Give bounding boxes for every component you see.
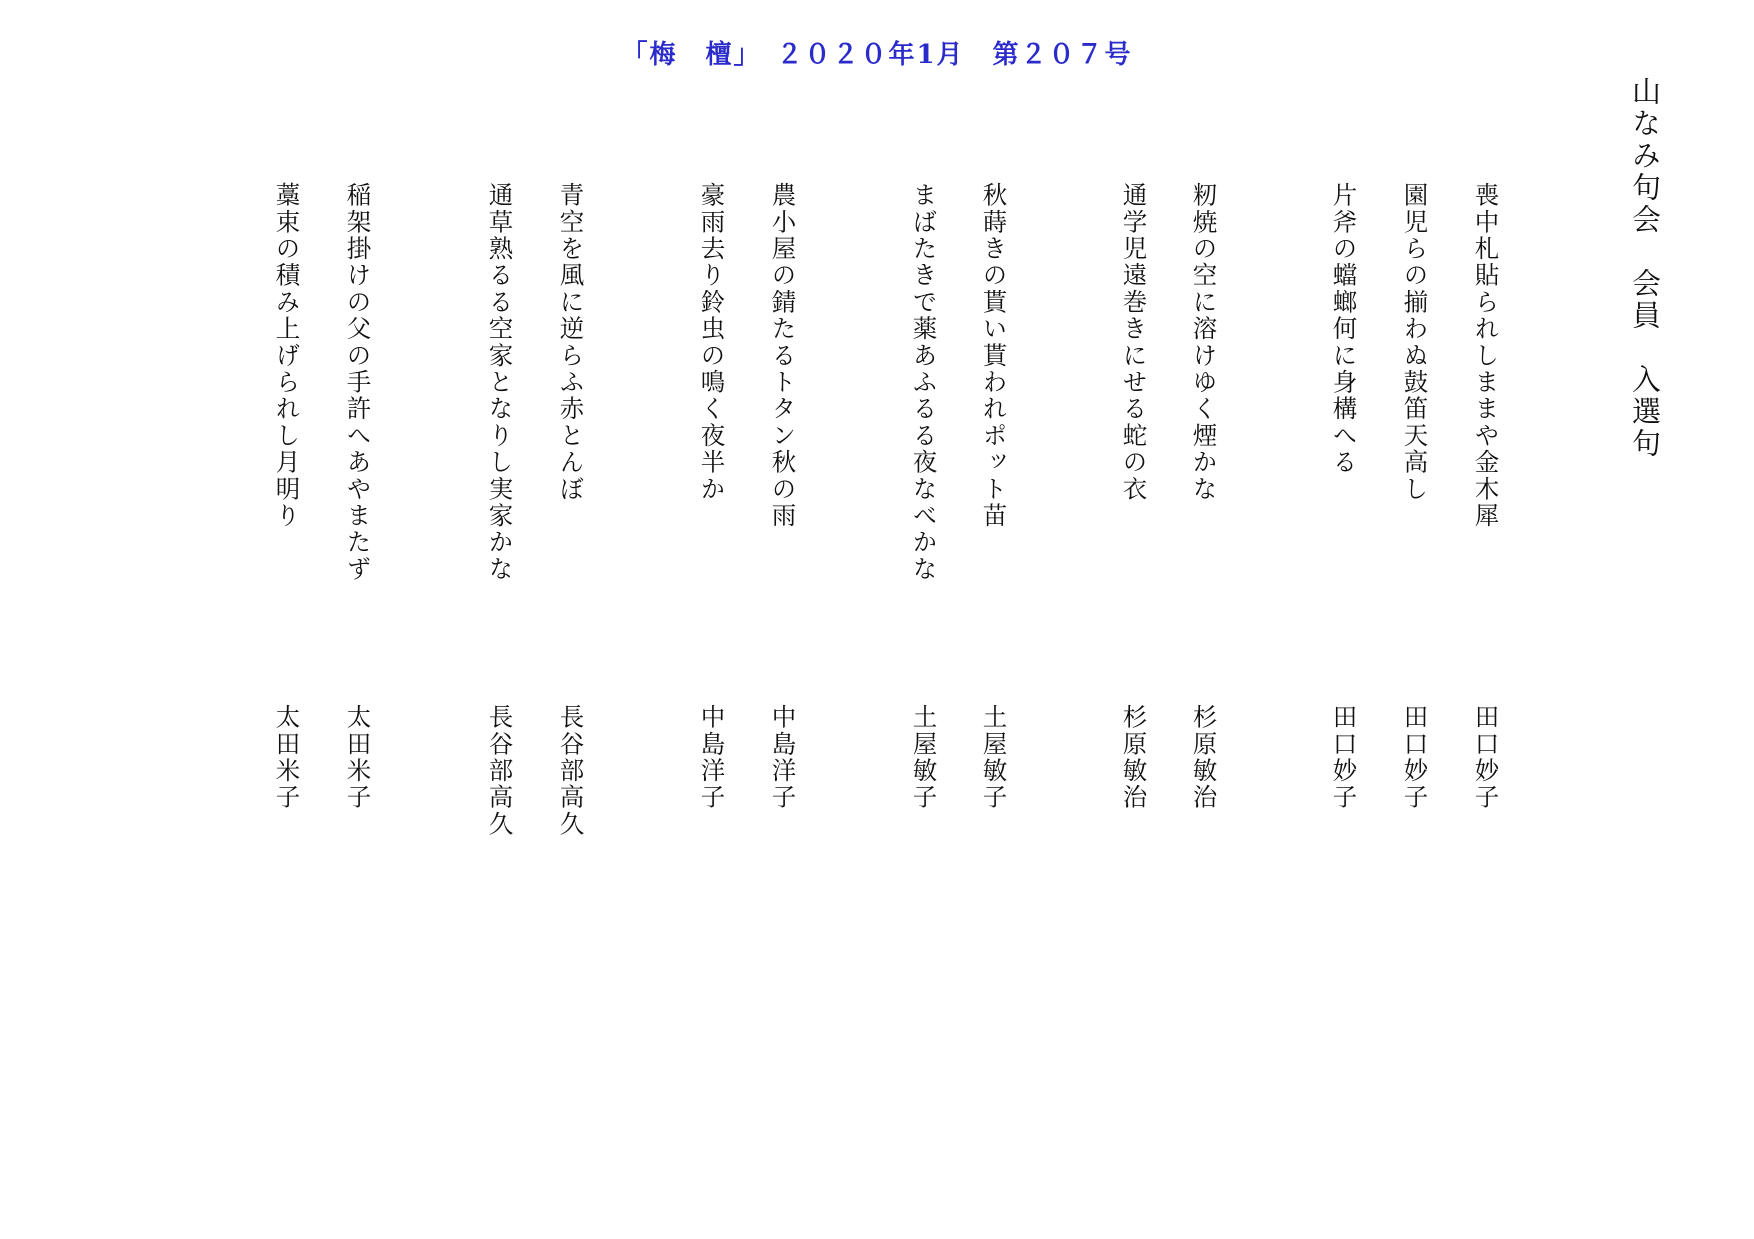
haiku-text: 片斧の蟷螂何に身構へる: [1329, 182, 1359, 476]
haiku-author: 中島洋子: [697, 704, 727, 811]
haiku-text: 通草熟るる空家となりし実家かな: [485, 182, 515, 583]
haiku-text: 通学児遠巻きにせる蛇の衣: [1119, 182, 1149, 503]
haiku-text: 喪中札貼られしままや金木犀: [1471, 182, 1501, 530]
haiku-text: 秋蒔きの貰い貰われポット苗: [979, 182, 1009, 530]
haiku-text: 青空を風に逆らふ赤とんぼ: [556, 182, 586, 503]
haiku-author: 杉原敏治: [1189, 704, 1219, 811]
haiku-author: 長谷部高久: [556, 704, 586, 838]
newsletter-header: 「梅 檀」 ２０２０年1月 第２０７号: [621, 40, 1133, 70]
haiku-author: 土屋敏子: [909, 704, 939, 811]
haiku-text: 籾焼の空に溶けゆく煙かな: [1189, 182, 1219, 503]
haiku-author: 中島洋子: [768, 704, 798, 811]
haiku-text: まばたきで薬あふるる夜なべかな: [909, 182, 939, 583]
haiku-author: 太田米子: [343, 704, 373, 811]
haiku-author: 田口妙子: [1329, 704, 1359, 811]
haiku-author: 杉原敏治: [1119, 704, 1149, 811]
haiku-text: 園児らの揃わぬ鼓笛天高し: [1400, 182, 1430, 503]
haiku-text: 豪雨去り鈴虫の鳴く夜半か: [697, 182, 727, 503]
haiku-text: 藁束の積み上げられし月明り: [272, 182, 302, 530]
haiku-author: 田口妙子: [1400, 704, 1430, 811]
haiku-author: 土屋敏子: [979, 704, 1009, 811]
haiku-text: 稲架掛けの父の手許へあやまたず: [343, 182, 373, 583]
page-title: 山なみ句会 会員 入選句: [1628, 76, 1662, 460]
haiku-author: 太田米子: [272, 704, 302, 811]
haiku-author: 長谷部高久: [485, 704, 515, 838]
haiku-author: 田口妙子: [1471, 704, 1501, 811]
haiku-text: 農小屋の錆たるトタン秋の雨: [768, 182, 798, 530]
